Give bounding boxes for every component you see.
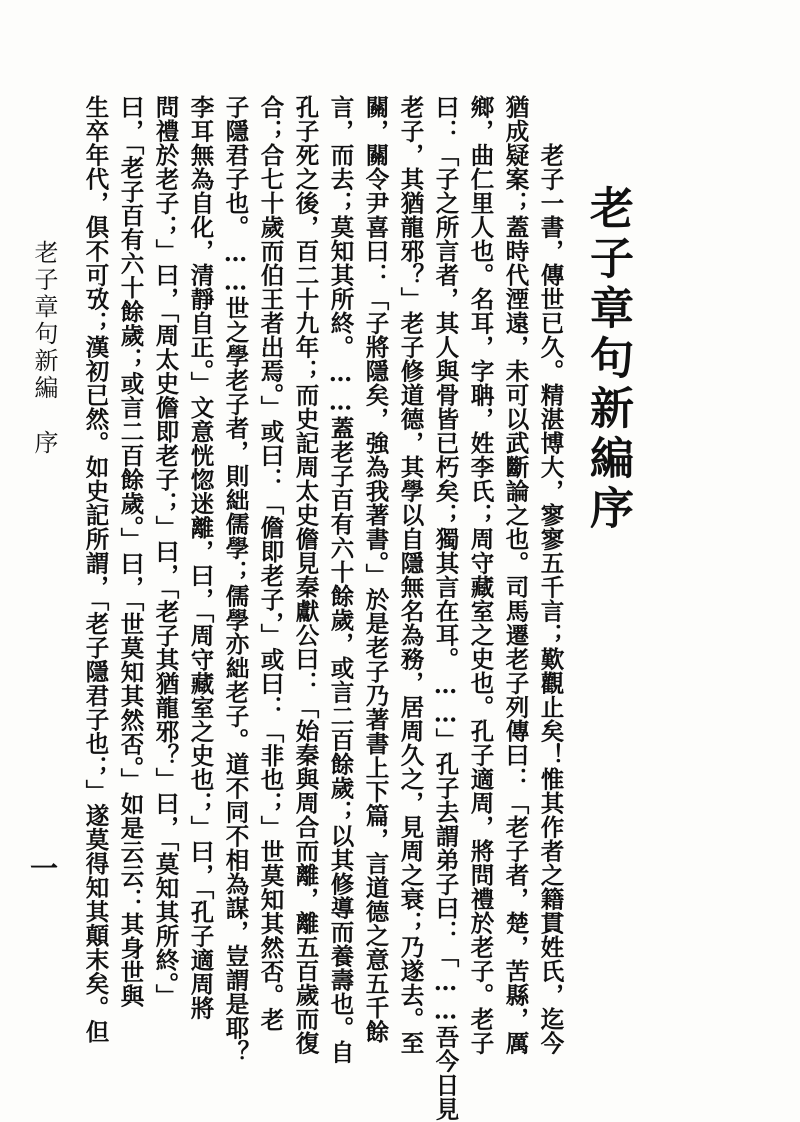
footer-book-title: 老子章句新編 xyxy=(30,240,58,402)
text-column-4: 曰：「子之所言者，其人與骨皆已朽矣；獨其言在耳。……」孔子去謂弟子曰：「……吾今日見 xyxy=(431,95,460,1121)
text-column-5: 老子，其猶龍邪？」老子修道德，其學以自隱無名為務，居周久之，見周之衰；乃遂去。至 xyxy=(396,95,425,1055)
text-column-13: 曰，「老子百有六十餘歲；或言二百餘歲。」曰，「世莫知其然否。」如是云云：其身世與 xyxy=(116,95,145,1008)
page-title: 老子章句新編序 xyxy=(582,185,633,535)
text-column-12: 問禮於老子；」曰，「周太史儋即老子；」曰，「老子其猶龍邪？」曰，「莫知其所終。」 xyxy=(151,95,180,1008)
text-column-2: 猶成疑案；蓋時代湮遠，未可以武斷論之也。司馬遷老子列傳曰：「老子者，楚，苦縣，厲 xyxy=(501,95,530,1055)
text-column-3: 鄉，曲仁里人也。名耳，字聃，姓李氏；周守藏室之史也。孔子適周，將問禮於老子。老子 xyxy=(466,95,495,1055)
text-column-9: 合；合七十歲而伯王者出焉。」或曰：「儋即老子，」或曰：「非也；」世莫知其然否。老 xyxy=(256,95,285,1032)
text-column-8: 孔子死之後，百二十九年；而史記周太史儋見秦獻公曰：「始秦與周合而離，離五百歲而復 xyxy=(291,95,320,1055)
text-column-14: 生卒年代，俱不可攷；漢初已然。如史記所謂，「老子隱君子也；」遂莫得知其顛末矣。但 xyxy=(81,95,110,1044)
page-number: 一 xyxy=(30,852,59,885)
text-column-1: 老子一書，傳世已久。精湛博大，寥寥五千言；歎觀止矣！惟其作者之籍貫姓氏，迄今 xyxy=(536,143,565,1055)
text-column-7: 言，而去；莫知其所終。……蓋老子百有六十餘歲，或言二百餘歲；以其修導而養壽也。自 xyxy=(326,95,355,1064)
text-column-10: 子隱君子也。……世之學老子者，則絀儒學；儒學亦絀老子。道不同不相為謀，豈謂是耶？ xyxy=(221,95,250,1064)
footer-section: 序 xyxy=(30,430,58,457)
text-column-6: 關，關令尹喜曰：「子將隱矣，強為我著書。」於是老子乃著書上下篇，言道德之意五千餘 xyxy=(361,95,390,1044)
text-column-11: 李耳無為自化，清靜自正。」文意恍惚迷離，曰，「周守藏室之史也；」曰，「孔子適周將 xyxy=(186,95,215,1020)
